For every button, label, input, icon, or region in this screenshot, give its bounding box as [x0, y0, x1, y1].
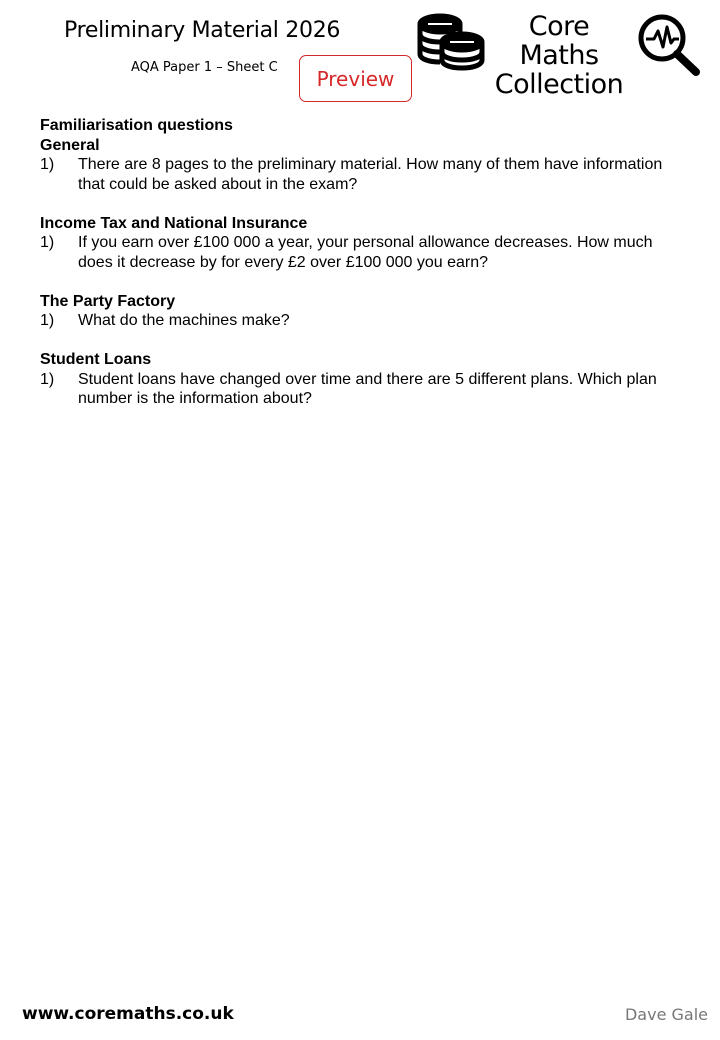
question-text: If you earn over £100 000 a year, your personal allowance decreases. How much does it decrease by for every £2 over £100 000 you earn?	[78, 234, 653, 271]
coins-icon	[416, 12, 486, 72]
question-number: 1)	[40, 370, 55, 388]
question-number: 1)	[40, 234, 55, 251]
page-title: Preliminary Material 2026	[64, 18, 341, 43]
question-item	[40, 233, 680, 272]
section-income-tax	[40, 214, 680, 273]
section-student-loans	[40, 350, 680, 409]
author-name: Dave Gale	[624, 1005, 708, 1024]
section-party-factory	[40, 292, 680, 331]
brand-line-1: Core Maths	[519, 11, 599, 71]
question-text: There are 8 pages to the preliminary material. How many of them have information that could be asked about in the exam?	[78, 156, 663, 193]
section-general	[40, 136, 680, 195]
brand-name	[486, 12, 632, 99]
brand-logo	[416, 10, 706, 100]
intro-heading: Familiarisation questions	[40, 117, 233, 134]
question-item	[40, 370, 680, 409]
website-link[interactable]: www.coremaths.co.uk	[22, 1004, 234, 1024]
question-number: 1)	[40, 312, 55, 329]
question-number: 1)	[40, 156, 55, 173]
section-heading: General	[40, 136, 100, 154]
section-heading: Income Tax and National Insurance	[40, 214, 308, 232]
page-subtitle: AQA Paper 1 – Sheet C	[131, 60, 278, 75]
question-sheet	[40, 116, 680, 409]
question-item	[40, 311, 680, 331]
question-text: What do the machines make?	[78, 312, 290, 329]
question-text: Student loans have changed over time and there are 5 different plans. Which plan number is the information about?	[78, 370, 657, 407]
section-heading: Student Loans	[40, 351, 152, 368]
section-heading: The Party Factory	[40, 292, 176, 310]
magnifier-icon	[636, 12, 702, 76]
preview-badge[interactable]: Preview	[299, 55, 412, 102]
brand-line-2: Collection	[494, 69, 624, 100]
question-item	[40, 155, 680, 194]
